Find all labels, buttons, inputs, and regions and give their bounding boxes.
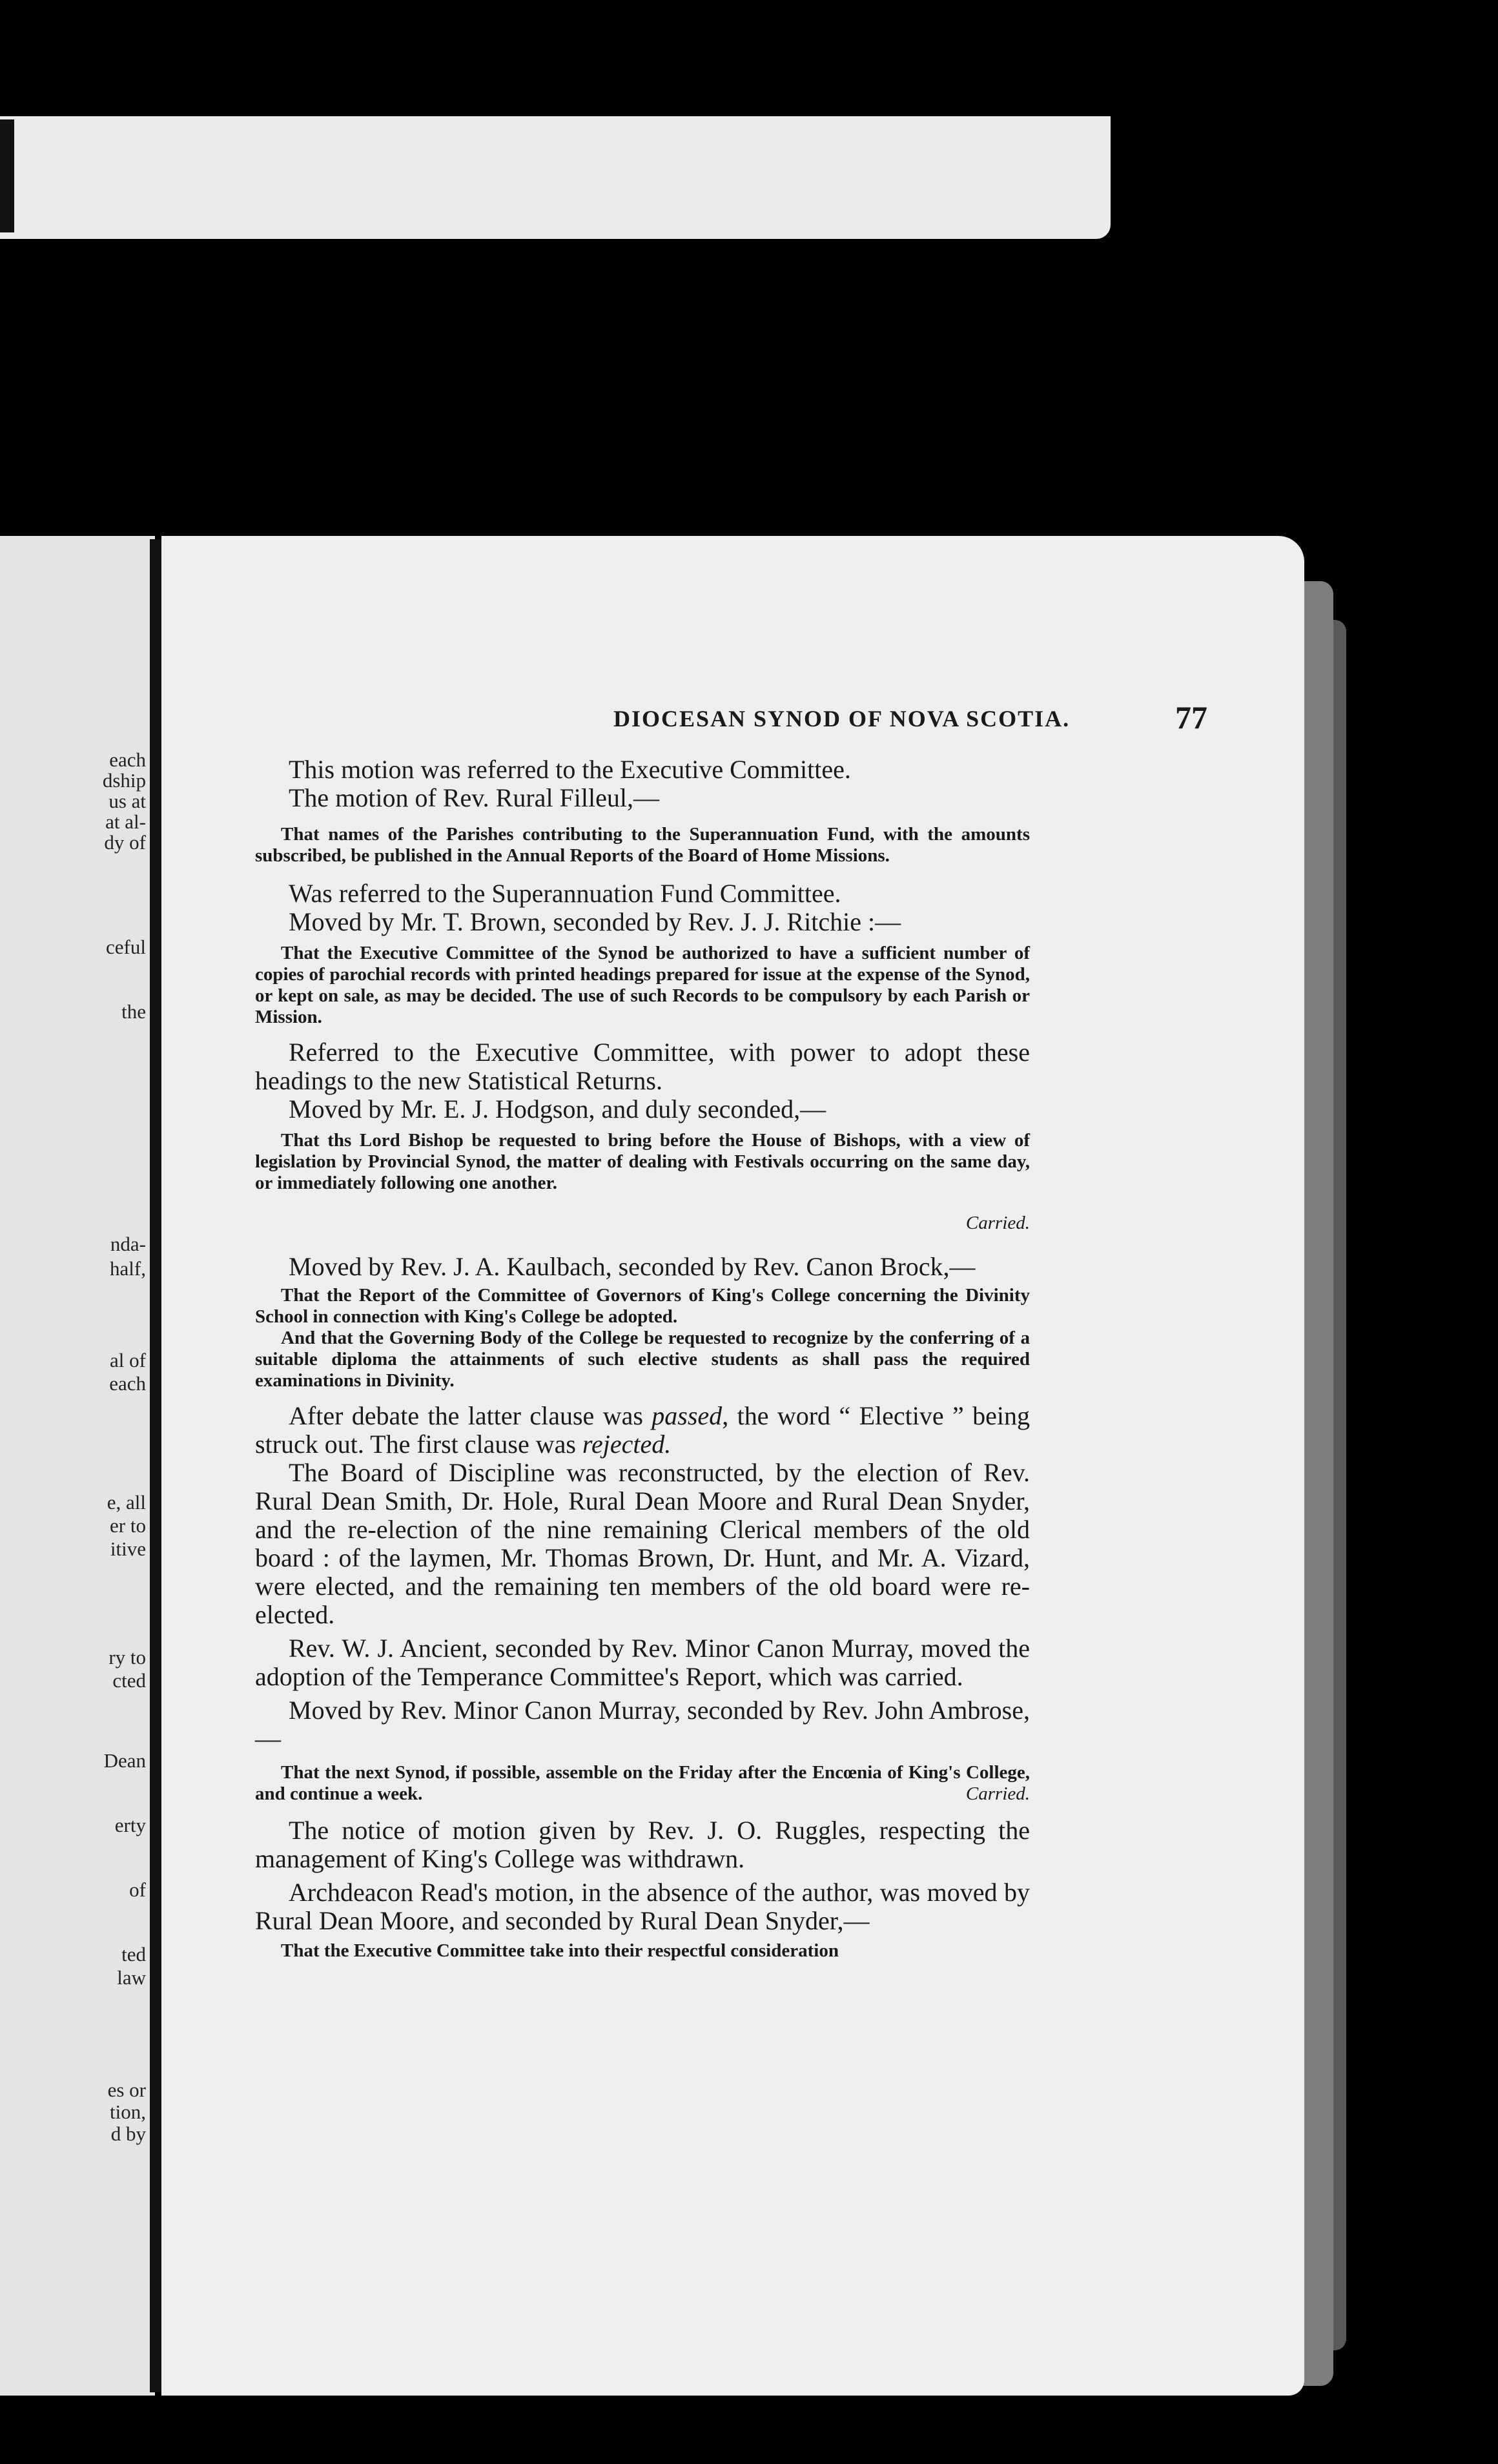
left-fragment: itive bbox=[110, 1537, 146, 1560]
quoted-motion: That ths Lord Bishop be requested to bring before the House of Bishops, with a view of legislation by Provincial Synod, the matter of dealing with Festivals occurring on the same day, or immediately following one another. bbox=[255, 1130, 1030, 1193]
italic-run: rejected. bbox=[582, 1430, 672, 1459]
left-fragment: e, all bbox=[107, 1491, 146, 1514]
left-fragment: ted bbox=[121, 1943, 146, 1966]
paragraph: Moved by Rev. J. A. Kaulbach, seconded by Rev. Canon Brock,— bbox=[289, 1252, 976, 1281]
quoted-motion: That the Executive Committee take into their respectful consideration bbox=[281, 1940, 839, 1961]
paragraph bbox=[255, 1402, 1030, 1459]
paragraph: The Board of Discipline was reconstructed, by the election of Rev. Rural Dean Smith, Dr. Hole, Rural Dean Moore and Rural Dean Snyder, and the re-election of the nine remaining Clerical members of the old board : of the laymen, Mr. Thomas Brown, Dr. Hunt, and Mr. A. Vizard, were elected, and the remaining ten members of the old board were re-elected. bbox=[255, 1458, 1030, 1629]
left-fragment: ry to bbox=[108, 1646, 146, 1668]
left-fragment: at al- bbox=[105, 810, 146, 833]
document-page bbox=[161, 536, 1304, 2396]
quoted-motion: That names of the Parishes contributing to the Superannuation Fund, with the amounts subscribed, be published in the Annual Reports of the Board of Home Missions. bbox=[255, 824, 1030, 866]
left-fragment: half, bbox=[110, 1257, 146, 1280]
paragraph: Referred to the Executive Committee, with power to adopt these headings to the new Statistical Returns. bbox=[255, 1038, 1030, 1095]
carried-note: Carried. bbox=[965, 1783, 1030, 1804]
left-fragment: al of bbox=[110, 1349, 146, 1371]
left-fragment: Dean bbox=[103, 1749, 146, 1772]
quoted-motion: That the Executive Committee of the Synod be authorized to have a sufficient number of copies of parochial records with printed headings prepared for issue at the expense of the Synod, or kept on sale, as may be decided. The use of such Records to be compulsory by each Parish or Mission. bbox=[255, 943, 1030, 1027]
left-fragment: d by bbox=[110, 2122, 146, 2145]
page-number: 77 bbox=[1175, 699, 1207, 735]
paragraph: Archdeacon Read's motion, in the absence of the author, was moved by Rural Dean Moore, and seconded by Rural Dean Snyder,— bbox=[255, 1878, 1030, 1935]
left-fragment: cted bbox=[112, 1669, 146, 1692]
paragraph: The motion of Rev. Rural Filleul,— bbox=[289, 783, 660, 812]
left-fragment: of bbox=[129, 1878, 146, 1901]
left-fragment: dship bbox=[102, 769, 146, 792]
left-fragment: dy of bbox=[104, 831, 146, 854]
paragraph: The notice of motion given by Rev. J. O. Ruggles, respecting the management of King's College was withdrawn. bbox=[255, 1816, 1030, 1873]
left-fragment: each bbox=[109, 748, 146, 771]
text-run: After debate the latter clause was bbox=[289, 1401, 652, 1430]
page-title: DIOCESAN SYNOD OF NOVA SCOTIA. bbox=[613, 706, 1071, 732]
quoted-motion: That the Report of the Committee of Governors of King's College concerning the Divinity School in connection with King's College be adopted. bbox=[255, 1285, 1030, 1327]
left-fragment: tion, bbox=[110, 2100, 146, 2123]
paragraph: Moved by Mr. E. J. Hodgson, and duly seconded,— bbox=[289, 1094, 826, 1124]
quoted-motion bbox=[255, 1762, 1030, 1805]
left-fragment: the bbox=[121, 1000, 146, 1023]
left-facing-page bbox=[0, 536, 155, 2396]
left-fragment: law bbox=[117, 1966, 146, 1989]
left-fragment: us at bbox=[108, 790, 146, 812]
text-run: That the next Synod, if possible, assemble on the Friday after the Encœnia of King's College, and continue a week. bbox=[255, 1762, 1030, 1804]
paragraph: Moved by Rev. Minor Canon Murray, seconded by Rev. John Ambrose,— bbox=[255, 1696, 1030, 1753]
previous-page-shadow bbox=[0, 119, 14, 232]
running-header bbox=[420, 699, 1207, 737]
page-body bbox=[255, 755, 1030, 1962]
left-fragment: es or bbox=[107, 2079, 146, 2101]
previous-page-edge bbox=[0, 116, 1111, 239]
italic-run: passed bbox=[652, 1401, 723, 1430]
left-fragment: ceful bbox=[106, 936, 146, 958]
left-fragment: erty bbox=[114, 1814, 146, 1836]
left-fragment: nda- bbox=[110, 1233, 146, 1255]
left-fragment: each bbox=[109, 1372, 146, 1395]
paragraph: Moved by Mr. T. Brown, seconded by Rev. J. J. Ritchie :— bbox=[289, 907, 901, 936]
top-dark-band bbox=[0, 0, 1498, 116]
left-fragment: er to bbox=[110, 1514, 146, 1537]
text-run: , the word “ Elective ” being struck out. The first clause was bbox=[255, 1401, 1031, 1459]
book-spine bbox=[150, 539, 163, 2392]
paragraph: This motion was referred to the Executive Committee. bbox=[289, 755, 851, 784]
paragraph: Rev. W. J. Ancient, seconded by Rev. Minor Canon Murray, moved the adoption of the Temperance Committee's Report, which was carried. bbox=[255, 1634, 1030, 1691]
quoted-motion: And that the Governing Body of the College be requested to recognize by the conferring of a suitable diploma the attainments of such elective students as shall pass the required examinations in Divinity. bbox=[255, 1328, 1030, 1391]
paragraph: Was referred to the Superannuation Fund Committee. bbox=[289, 879, 841, 908]
carried-note: Carried. bbox=[965, 1213, 1030, 1233]
